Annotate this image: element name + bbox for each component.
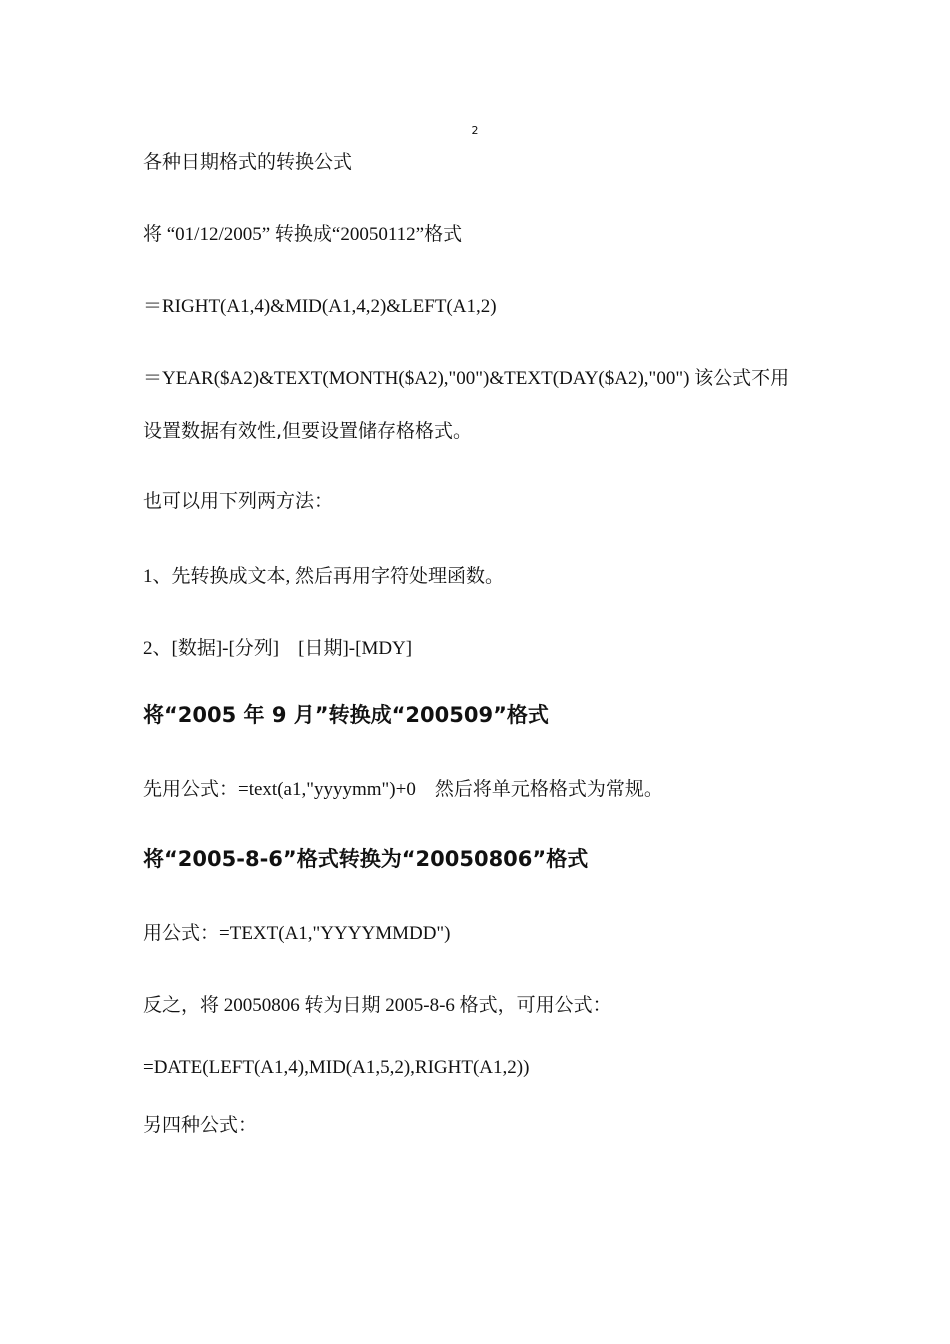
paragraph-convert-mdy: 将 “01/12/2005” 转换成“20050112”格式 — [143, 224, 463, 245]
paragraph-two-methods: 也可以用下列两方法： — [143, 490, 334, 512]
paragraph-reverse-convert: 反之，将 20050806 转为日期 2005-8-6 格式，可用公式： — [143, 995, 612, 1016]
list-item-method-2: 2、[数据]-[分列] [日期]-[MDY] — [143, 638, 413, 659]
paragraph-text-yyyymmdd: 用公式：=TEXT(A1,"YYYYMMDD") — [143, 923, 451, 944]
page-number: 2 — [471, 124, 479, 137]
heading-date-to-number-convert: 将“2005-8-6”格式转换为“20050806”格式 — [143, 847, 589, 871]
formula-year-text: ＝YEAR($A2)&TEXT(MONTH($A2),"00")&TEXT(DAY($A2),"00") 该公式不用 — [143, 368, 790, 389]
formula-right-mid-left: ＝RIGHT(A1,4)&MID(A1,4,2)&LEFT(A1,2) — [143, 296, 497, 317]
paragraph-text-formula: 先用公式：=text(a1,"yyyymm")+0 然后将单元格格式为常规。 — [143, 779, 663, 800]
doc-title: 各种日期格式的转换公式 — [143, 151, 353, 173]
heading-year-month-convert: 将“2005 年 9 月”转换成“200509”格式 — [143, 703, 549, 727]
paragraph-four-formulas: 另四种公式： — [143, 1114, 258, 1136]
list-item-method-1: 1、先转换成文本, 然后再用字符处理函数。 — [143, 566, 505, 587]
paragraph-cell-format-note: 设置数据有效性,但要设置储存格格式。 — [143, 420, 473, 442]
formula-date-left-mid-right: =DATE(LEFT(A1,4),MID(A1,5,2),RIGHT(A1,2)) — [143, 1057, 530, 1078]
